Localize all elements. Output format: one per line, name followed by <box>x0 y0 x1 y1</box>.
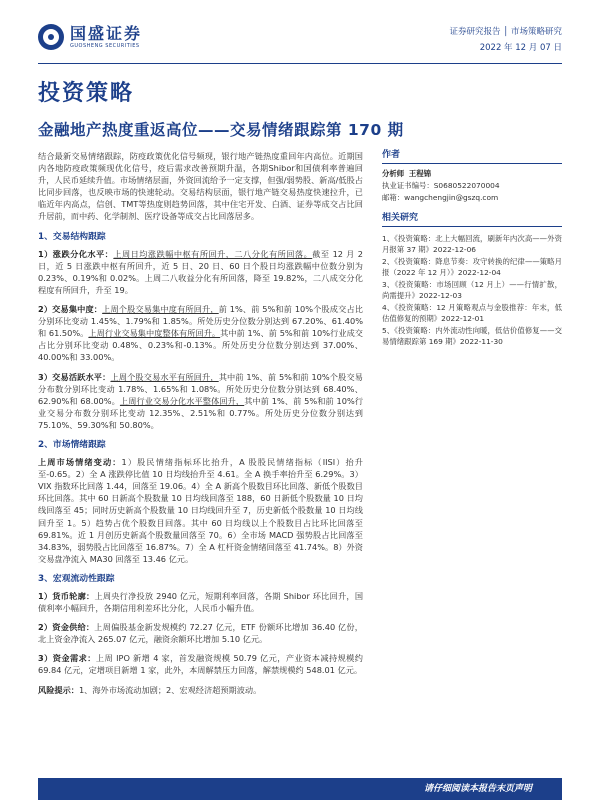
section-heading-2: 2、市场情绪跟踪 <box>38 439 106 450</box>
logo-name: 国盛证券 <box>70 24 143 43</box>
paragraph-sentiment: 上周市场情绪变动：1）股民情绪指标环比抬升，A 股股民情绪指标（IISI）抬升至-0.65。2）全 A 涨跌停比值 10 日均线抬升至 4.61。全 A 换手率抬升至 6.29%。3）VIX 指数环比回落 1.44，回落至 19.06。4）全 A 新高个股数目环比回落、新低个股数目环比回落。其中 60 日新高个股数量 10 日均线回落至 188，60 日新低个股数量 10 日均线回落至 45；同时历史新高个股数量 10 日均线回升至 7，历史新低个股数量 10 日均线回升至 1。5）趋势占优个股数目回落。其中 60 日均线以上个股数目占比环比回落至 69.81%。近 1 月创历史新高个股数量回落至 70。6）全市场 MACD 强势股占比回落至 34.83%，弱势股占比回落至 16.87%。7）全 A 杠杆资金情绪回落至 41.74%。8）外资交易盘净流入 MA30 回落至 13.46 亿元。 <box>38 457 363 564</box>
paragraph-concentration: 2）交易集中度：上周个股交易集中度有所回升，前 1%、前 5%和前 10%个股成交占比分别环比变动 1.45%、1.79%和 1.85%。所处历史分位数分别达到 67.20%、61.40%和 61.50%。上周行业交易集中度整体有所回升。其中前 1%、前 5%和前 10%行业成交占比分别环比变动 0.48%、0.23%和-0.13%。所处历史分位数分别达到 37.00%、40.00%和 33.00%。 <box>38 304 363 363</box>
cert-number: 执业证书编号：S0680522070004 <box>382 181 500 190</box>
paragraph-demand: 3）资金需求：上周 IPO 新增 4 家，首发融资规模 50.79 亿元，产业资本减持规模约 69.84 亿元，定增项目新增 1 家，此外，本周解禁压力回落，解禁规模约 548.01 亿元。 <box>38 653 363 676</box>
related-item[interactable]: 5、《投资策略：内外流动性向暖，低估价值修复——交易情绪跟踪第 169 期》2022-11-30 <box>382 326 562 346</box>
section-title: 投资策略 <box>38 81 135 106</box>
logo-english: GUOSHENG SECURITIES <box>70 43 140 49</box>
related-item[interactable]: 3、《投资策略：市场回顾（12 月上）——行情扩散，尚需提升》2022-12-03 <box>382 280 562 300</box>
footer-banner: 请仔细阅读本报告末页声明 <box>38 778 562 800</box>
related-item[interactable]: 1、《投资策略：北上大幅回流，刷新年内次高——外资月报第 37 期》2022-12-06 <box>382 234 562 254</box>
main-column <box>38 150 363 703</box>
company-logo <box>38 20 158 54</box>
paragraph-activity: 3）交易活跃水平：上周个股交易水平有所回升，其中前 1%、前 5%和前 10%个股交易分布数分别环比变动 1.78%、1.65%和 1.08%。所处历史分位数分别达到 68.40%、62.90%和 68.00%。上周行业交易分化水平整体回升，其中前 1%、前 5%和前 10%行业交易分布数分别环比变动 12.35%、2.51%和 0.77%。所处历史分位数分别达到 75.10%、59.30%和 50.80%。 <box>38 371 364 430</box>
report-type: 证券研究报告 │ 市场策略研究 <box>449 27 562 37</box>
paragraph-supply: 2）资金供给：上周偏股基金新发规模约 72.27 亿元，ETF 份额环比增加 36.40 亿份，北上资金净流入 265.07 亿元，融资余额环比增加 5.10 亿元。 <box>38 622 363 645</box>
sidebar <box>382 150 562 348</box>
related-item[interactable]: 2、《投资策略：降息节奏：攻守转换的纪律——策略月报（2022 年 12 月）》2022-12-04 <box>382 257 562 277</box>
intro-paragraph: 结合最新交易情绪跟踪，防疫政策优化信号频现，银行地产链热度重回年内高位。近期国内各地防疫政策频现优化信号，疫后需求改善预期升温，各期Shibor和国债利率普遍回升，人民币延续升值。市场情绪层面，外资回流给予一定支撑，但强/弱势股、新高/低股占比同步回落，也反映市场的快速轮动。交易结构层面，银行地产链交易热度快速拉升，已临近年内高点，信创、TMT等热度则趋势回落，其中住宅开发、白酒、证券等成交占比回升居前，而中药、化学制剂、医疗设备等成交占比回落居多。 <box>38 151 363 222</box>
related-heading: 相关研究 <box>382 213 562 227</box>
author-heading: 作者 <box>382 150 562 164</box>
author-email[interactable]: 邮箱：wangchengjin@gszq.com <box>382 193 499 202</box>
paragraph-divergence: 1）涨跌分化水平：上周日均涨跌幅中枢有所回升，二八分化有所回落。截至 12 月 2 日，近 5 日涨跌中枢有所回升，近 5 日、20 日、60 日个股日均涨跌幅中位数分别为 0.23%、0.19%和 0.02%。上周二八收益分化有所回落，降至 19.82%，二八成交分化程度有所回升，升至 19。 <box>38 248 363 295</box>
report-title: 金融地产热度重返高位——交易情绪跟踪第 170 期 <box>38 121 404 139</box>
header-info <box>449 24 562 56</box>
related-item[interactable]: 4、《投资策略：12 月策略观点与金股推荐：年末，低估值修复的预期》2022-12-01 <box>382 303 562 323</box>
section-heading-1: 1、交易结构跟踪 <box>38 231 106 242</box>
analyst-line: 分析师 王程锦 <box>382 169 432 178</box>
section-heading-3: 3、宏观流动性跟踪 <box>38 573 115 584</box>
risk-warning: 风险提示：1、海外市场流动加剧；2、宏观经济超预期波动。 <box>38 684 262 695</box>
logo-icon <box>38 24 64 50</box>
report-date: 2022 年 12 月 07 日 <box>479 43 562 53</box>
header-divider <box>38 63 562 64</box>
paragraph-monetary: 1）货币轮廓：上周央行净投放 2940 亿元，短期利率回落，各期 Shibor 环比回升，国债利率小幅回升，各期信用利差环比分化，人民币小幅升值。 <box>38 591 364 614</box>
